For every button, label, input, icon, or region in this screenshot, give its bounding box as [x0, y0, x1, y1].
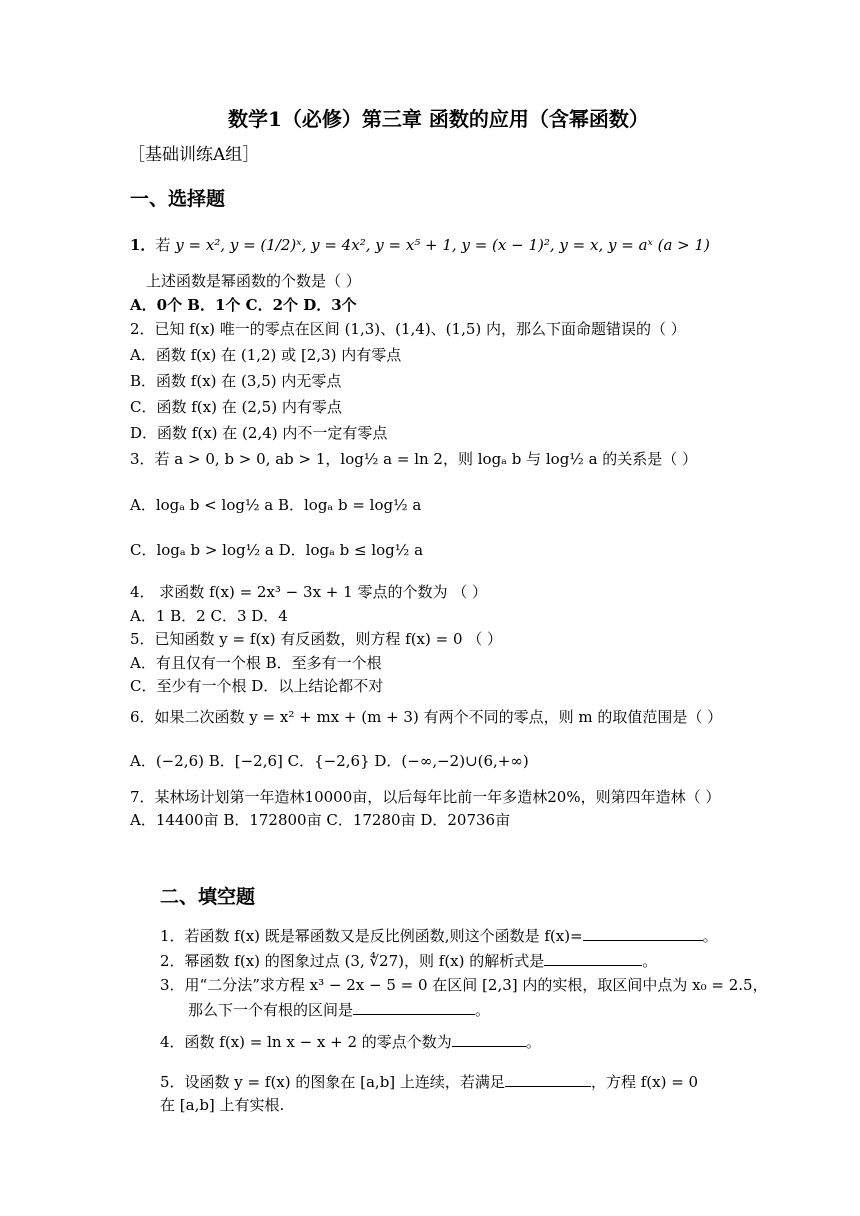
fill3-end: 。	[475, 1001, 491, 1019]
group-label: ［基础训练A组］	[128, 145, 260, 165]
fill5-line1	[160, 1072, 698, 1091]
fill1-blank	[583, 926, 703, 941]
fill5-blank	[505, 1072, 591, 1087]
fill1-text: 1．若函数 f(x) 既是幂函数又是反比例函数,则这个函数是 f(x)=	[160, 927, 583, 945]
fill2	[160, 951, 657, 970]
section-choice-title: 一、选择题	[130, 188, 226, 210]
q7-options: A．14400亩 B．172800亩 C．17280亩 D．20736亩	[130, 811, 511, 829]
fill5-text: 5．设函数 y = f(x) 的图象在 [a,b] 上连续，若满足	[160, 1073, 505, 1091]
fill2-text: 2．幂函数 f(x) 的图象过点 (3, ∜27)，则 f(x) 的解析式是	[160, 952, 545, 970]
q5-options-cd: C．至少有一个根 D．以上结论都不对	[130, 677, 384, 695]
q2-option-b: B．函数 f(x) 在 (3,5) 内无零点	[130, 372, 342, 390]
q1-line2: 上述函数是幂函数的个数是（ ）	[146, 272, 361, 290]
q2-option-d: D．函数 f(x) 在 (2,4) 内不一定有零点	[130, 424, 388, 442]
q3-options-ab: A．logₐ b < log½ a B．logₐ b = log½ a	[130, 496, 422, 514]
q6-stem: 6．如果二次函数 y = x² + mx + (m + 3) 有两个不同的零点，则 m 的取值范围是（ ）	[130, 708, 723, 726]
q1-stem	[130, 236, 710, 254]
fill4	[160, 1032, 541, 1051]
q2-stem: 2．已知 f(x) 唯一的零点在区间 (1,3)、(1,4)、(1,5) 内，那么下面命题错误的（ ）	[130, 320, 686, 338]
fill3-line1: 3．用“二分法”求方程 x³ − 2x − 5 = 0 在区间 [2,3] 内的实根，取区间中点为 x₀ = 2.5，	[160, 976, 768, 994]
q4-options: A．1 B．2 C．3 D．4	[130, 607, 288, 625]
q1-math: y = x², y = (1/2)ˣ, y = 4x², y = x⁵ + 1, y = (x − 1)², y = x, y = aˣ (a > 1)	[175, 236, 710, 254]
fill1	[160, 926, 718, 945]
q2-option-a: A．函数 f(x) 在 (1,2) 或 [2,3) 内有零点	[130, 346, 402, 364]
fill4-text: 4．函数 f(x) = ln x − x + 2 的零点个数为	[160, 1033, 452, 1051]
q5-stem: 5．已知函数 y = f(x) 有反函数，则方程 f(x) = 0 （ ）	[130, 630, 503, 648]
q1-options: A．0个 B．1个 C．2个 D．3个	[130, 296, 357, 314]
fill3-blank	[353, 1000, 475, 1015]
fill5-mid: ，方程 f(x) = 0	[590, 1073, 699, 1091]
fill3-text2: 那么下一个有根的区间是	[188, 1001, 354, 1019]
fill4-end: 。	[525, 1033, 541, 1051]
q5-options-ab: A．有且仅有一个根 B．至多有一个根	[130, 654, 382, 672]
q1-number: 1．	[130, 236, 156, 254]
q3-options-cd: C．logₐ b > log½ a D．logₐ b ≤ log½ a	[130, 541, 424, 559]
q6-options: A．(−2,6) B．[−2,6] C．{−2,6} D．(−∞,−2)∪(6,+∞)	[130, 752, 529, 770]
fill4-blank	[452, 1032, 526, 1047]
q7-stem: 7．某林场计划第一年造林10000亩，以后每年比前一年多造林20%，则第四年造林（ ）	[130, 788, 721, 806]
q3-stem: 3．若 a > 0, b > 0, ab > 1，log½ a = ln 2，则 logₐ b 与 log½ a 的关系是（ ）	[130, 450, 698, 468]
q2-option-c: C．函数 f(x) 在 (2,5) 内有零点	[130, 398, 342, 416]
page-title: 数学1（必修）第三章 函数的应用（含幂函数）	[228, 107, 649, 131]
fill1-end: 。	[702, 927, 718, 945]
q4-stem: 4． 求函数 f(x) = 2x³ − 3x + 1 零点的个数为 （ ）	[130, 583, 487, 601]
fill2-end: 。	[642, 952, 658, 970]
section-fill-title: 二、填空题	[160, 886, 256, 908]
q1-text: 若	[155, 236, 171, 254]
fill2-blank	[544, 951, 642, 966]
fill5-line2: 在 [a,b] 上有实根.	[160, 1096, 285, 1114]
fill3-line2	[188, 1000, 490, 1019]
